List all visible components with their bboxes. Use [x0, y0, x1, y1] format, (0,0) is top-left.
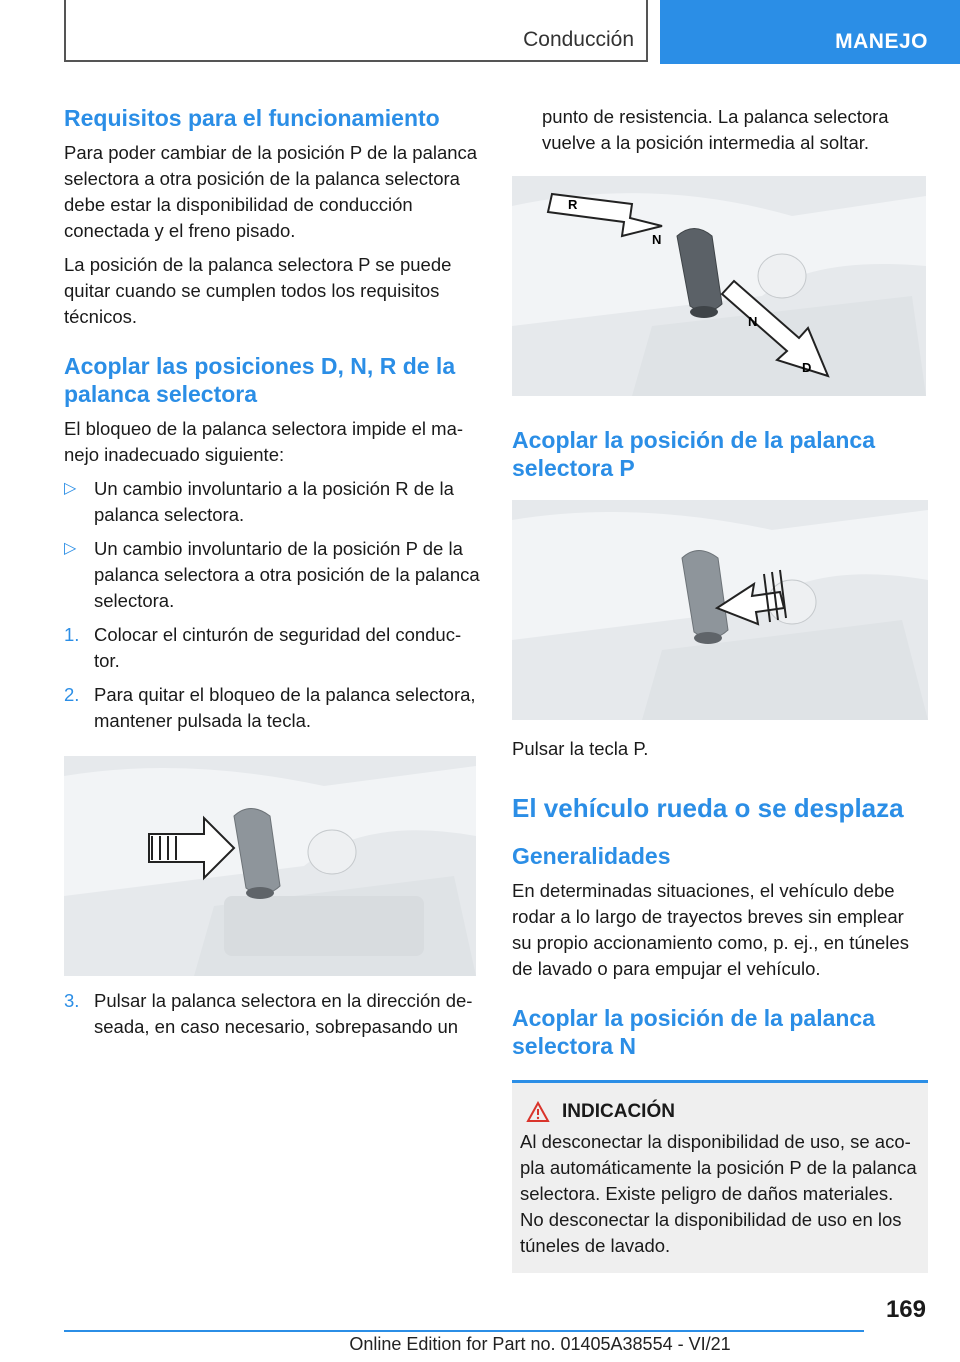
- heading-requisitos: Requisitos para el funcionamiento: [64, 105, 440, 131]
- note-box: [512, 1080, 928, 1273]
- gear-lever-p-illustration: [512, 500, 928, 720]
- figure-dnr-shift: [512, 176, 926, 396]
- step-item: 3. Pulsar la palanca selectora en la dirección deseada, en caso necesario, sobrepasando un: [64, 990, 473, 1037]
- paragraph: Pulsar la tecla P.: [512, 738, 649, 759]
- label-r: R: [568, 197, 578, 212]
- chapter-tab: MANEJO: [660, 0, 960, 64]
- gear-lever-dnr-illustration: [512, 176, 926, 396]
- paragraph: punto de resistencia. La palanca selectora vuelve a la posición intermedia al soltar.: [542, 106, 889, 153]
- note-text: Al desconectar la disponibilidad de uso, se acopla automáticamente la posición P de la palanca selectora. Existe peligro de daños materiales. No desconectar la disponibilidad de uso en los túneles de lavado.: [520, 1131, 917, 1256]
- edition-text: Online Edition for Part no. 01405A38554 - VI/21: [349, 1334, 731, 1354]
- footer-divider: [64, 1330, 864, 1332]
- heading-acoplar-n: Acoplar la posición de la palanca selectora N: [512, 1005, 876, 1059]
- list-item: ▷ Un cambio involuntario de la posición P de la palanca selectora a otra posición de la palanca selectora.: [64, 538, 480, 611]
- gear-lever-illustration: [64, 756, 476, 976]
- figure-p-button: [512, 500, 928, 720]
- section-tab: Conducción: [64, 0, 648, 62]
- left-column: [64, 96, 480, 1048]
- triangle-bullet-icon: ▷: [64, 540, 77, 557]
- list-item: ▷ Un cambio involuntario a la posición R de la palanca selectora.: [64, 478, 454, 525]
- step-item: 1. Colocar el cinturón de seguridad del conductor.: [64, 624, 462, 671]
- paragraph: La posición de la palanca selectora P se puede quitar cuando se cumplen todos los requisitos técnicos.: [64, 254, 452, 327]
- figure-unlock-button: [64, 756, 476, 976]
- warning-icon: [526, 1101, 550, 1123]
- heading-generalidades: Generalidades: [512, 843, 671, 869]
- label-n-bottom: N: [748, 314, 758, 329]
- heading-rueda: El vehículo rueda o se desplaza: [512, 793, 904, 823]
- paragraph: En determinadas situaciones, el vehículo debe rodar a lo largo de trayectos breves sin emplear su propio accionamiento como, p. ej., en túneles de lavado o para empujar el vehículo.: [512, 880, 909, 979]
- label-d: D: [802, 360, 812, 375]
- step-item: 2. Para quitar el bloqueo de la palanca selectora, mantener pulsada la tecla.: [64, 684, 476, 731]
- paragraph: Para poder cambiar de la posición P de la palanca selectora a otra posición de la palanca selectora debe estar la disponibilidad de conducción conectada y el freno pisado.: [64, 142, 478, 241]
- right-column: [512, 104, 928, 1273]
- label-n-top: N: [652, 232, 662, 247]
- heading-acoplar-p: Acoplar la posición de la palanca selectora P: [512, 427, 876, 481]
- page-header: [0, 0, 960, 66]
- heading-acoplar-dnr: Acoplar las posiciones D, N, R de la palanca selectora: [64, 353, 456, 407]
- triangle-bullet-icon: ▷: [64, 480, 77, 497]
- paragraph: El bloqueo de la palanca selectora impide el manejo inadecuado siguiente:: [64, 418, 464, 465]
- page-number: 169: [885, 1296, 926, 1323]
- note-heading: INDICACIÓN: [520, 1101, 920, 1123]
